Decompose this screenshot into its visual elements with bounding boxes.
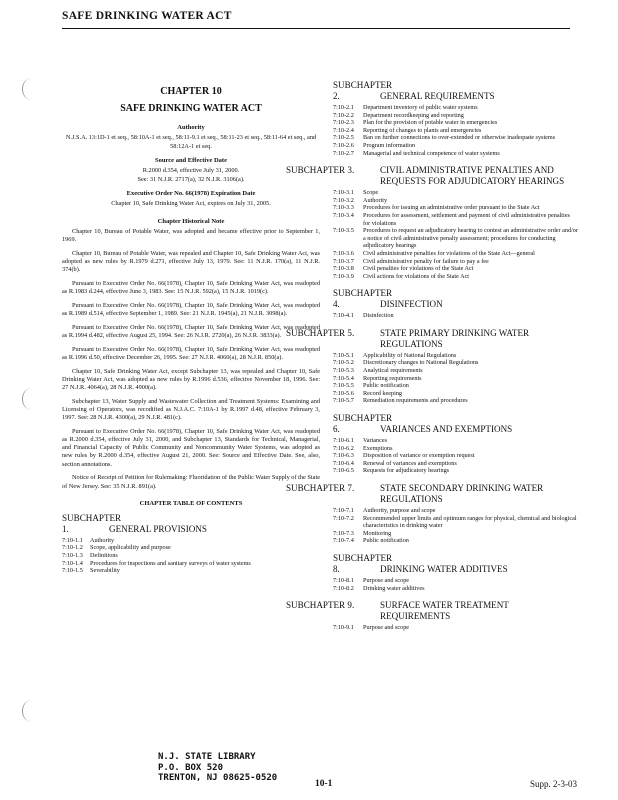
toc-entry-title: Renewal of variances and exemptions [363, 459, 457, 467]
subchapter-title: VARIANCES AND EXEMPTIONS [380, 424, 513, 435]
toc-entry-title: Procedures for issuing an administrative order pursuant to the State Act [363, 204, 540, 212]
toc-entry-title: Plan for the provision of potable water in emergencies [363, 119, 498, 127]
toc-entry-title: Reporting requirements [363, 374, 422, 382]
toc-entry-title: Disinfection [363, 312, 394, 320]
subchapter-heading [333, 413, 578, 435]
subchapter-number: SUBCHAPTER 4. [333, 288, 393, 310]
toc-entry-title: Department inventory of public water systems [363, 104, 478, 111]
subchapter-number: SUBCHAPTER 5. [286, 327, 355, 338]
punch-hole-mark [22, 78, 41, 100]
subchapter-title: CIVIL ADMINISTRATIVE PENALTIES AND REQUESTS FOR ADJUDICATORY HEARINGS [380, 165, 565, 187]
toc-entry [62, 537, 320, 545]
history-paragraph: Chapter 10, Bureau of Potable Water, was repealed and Chapter 10, Safe Drinking Water Act, was adopted as new rules by R.1979 d.271, effective July 13, 1979. See: 11 N.J.R. 170(a), 11 N.J.R. 374(b). [62, 249, 320, 274]
toc-entry-number: 7:10-5.1 [333, 351, 354, 359]
subchapter-number: SUBCHAPTER 9. [286, 600, 355, 611]
toc-entry [333, 515, 578, 530]
chapter-title: SAFE DRINKING WATER ACT [120, 103, 262, 114]
toc-entry-title: Recommended upper limits and optimum ranges for physical, chemical and biological characteristics in drinking water [363, 514, 577, 530]
toc-entry [333, 119, 578, 127]
toc-entries [333, 577, 578, 592]
toc-entry [333, 212, 578, 227]
toc-entry [62, 560, 320, 568]
toc-entry-title: Remediation requirements and procedures [363, 397, 468, 405]
toc-entry-number: 7:10-8.1 [333, 576, 354, 584]
toc-entry-number: 7:10-3.2 [333, 196, 354, 204]
toc-entries [333, 189, 578, 280]
history-paragraph: Pursuant to Executive Order No. 66(1978), Chapter 10, Safe Drinking Water Act, was readopted as R.1996 d.50, effective December 26, 1995. See: 27 N.J.R. 4060(a), 28 N.J.R. 850(a). [62, 345, 320, 361]
authority-heading: Authority [177, 124, 205, 131]
source-line: R.2000 d.354, effective July 31, 2000. [142, 167, 240, 175]
toc-entry-number: 7:10-5.4 [333, 374, 354, 382]
toc-entry [333, 227, 578, 250]
history-paragraph: Pursuant to Executive Order No. 66(1978), Chapter 10, Safe Drinking Water Act, was readopted as R.1983 d.244, effective June 3, 1983. See: 15 N.J.R. 592(a), 15 N.J.R. 1019(c). [62, 279, 320, 296]
toc-entry-number: 7:10-5.5 [333, 382, 354, 390]
history-paragraph: Pursuant to Executive Order No. 66(1978), Chapter 10, Safe Drinking Water Act, was readopted as R.2000 d.354, effective July 31, 2000, and Subchapter 13, Standards for Technical, Managerial, and Financial Capacity of Public Community and Noncommunity Water Systems, was adopted as new rules by R.2000 d.354, effective August 21, 2000. See: Source and Effective Date. See, also, section annotations. [62, 427, 320, 468]
history-paragraph: Subchapter 13, Water Supply and Wastewater Collection and Treatment Systems: Examining and Licensing of Operators, was recodified as N.J.A.C. 7:10A-1 by R.1997 d.48, effective February 3, 1997. See: 28 N.J.R. 4300(a), 29 N.J.R. 481(c). [62, 397, 320, 422]
toc-entry [333, 142, 578, 150]
subchapter-number: SUBCHAPTER 1. [62, 512, 122, 534]
subchapter-title: STATE PRIMARY DRINKING WATER REGULATIONS [380, 327, 530, 349]
subchapter-number: SUBCHAPTER 6. [333, 413, 393, 435]
toc-entry [333, 104, 578, 112]
toc-entry-title: Authority [363, 196, 388, 204]
toc-entry-title: Authority [90, 536, 115, 544]
toc-entry [333, 577, 578, 585]
punch-hole-mark [22, 388, 41, 410]
toc-entry-title: Civil actions for violations of the State Act [363, 272, 470, 280]
toc-entry-number: 7:10-7.3 [333, 529, 354, 537]
toc-entry-number: 7:10-2.6 [333, 141, 354, 149]
right-column [286, 80, 578, 640]
toc-entry-title: Civil penalties for violations of the State Act [363, 265, 474, 273]
toc-entry-number: 7:10-2.4 [333, 126, 354, 134]
toc-entry-title: Procedures to request an adjudicatory hearing to contest an administrative order and/or a notice of civil administrative penalty assessment; procedures for conducting adjudicatory hearings [363, 227, 578, 250]
toc-entries [333, 352, 578, 405]
toc-entry-number: 7:10-3.5 [333, 227, 354, 235]
toc-entry-title: Record keeping [363, 389, 403, 397]
toc-entry-number: 7:10-3.6 [333, 249, 354, 257]
toc-entry [333, 382, 578, 390]
toc-entry-title: Analytical requirements [363, 367, 423, 375]
toc-entry-title: Reporting of changes to plants and emergencies [363, 126, 482, 134]
toc-entry-number: 7:10-5.2 [333, 359, 354, 367]
toc-entries [333, 624, 578, 632]
subchapter-heading [333, 288, 578, 310]
toc-entry [333, 265, 578, 273]
toc-entry [333, 112, 578, 120]
toc-entry-number: 7:10-2.2 [333, 111, 354, 119]
toc-entry-title: Procedures for assessment, settlement and payment of civil administrative penalties for violations [363, 211, 570, 227]
stamp-line: P.O. BOX 520 [158, 762, 224, 773]
toc-entry-title: Department recordkeeping and reporting [363, 111, 464, 119]
supplement-date: Supp. 2-3-03 [530, 779, 577, 789]
library-stamp [158, 752, 277, 784]
toc-entry [333, 150, 578, 158]
toc-entries [333, 104, 578, 157]
history-paragraph: Pursuant to Executive Order No. 66(1978), Chapter 10, Safe Drinking Water Act, was readopted as R.1994 d.482, effective August 25, 1994. See: 26 N.J.R. 2720(a), 26 N.J.R. 3833(a). [62, 323, 320, 339]
subchapter-heading [286, 165, 578, 187]
toc-entry-title: Civil administrative penalty for failure to pay a fee [363, 257, 489, 265]
subchapter-heading [286, 483, 578, 505]
toc-entry-number: 7:10-7.2 [333, 514, 354, 522]
toc-entry-title: Ban on further connections to over-extended or otherwise inadequate systems [363, 134, 556, 142]
subchapter-number: SUBCHAPTER 7. [286, 483, 355, 493]
toc-entry [333, 359, 578, 367]
toc-entry-number: 7:10-3.3 [333, 204, 354, 212]
subchapter-heading [62, 513, 320, 535]
page-number: 10-1 [315, 779, 333, 789]
history-paragraph: Notice of Receipt of Petition for Rulemaking: Fluoridation of the Public Water Supply of the State of New Jersey. See: 35 N.J.R. 891(a). [62, 474, 320, 490]
toc-entry-number: 7:10-2.7 [333, 149, 354, 157]
toc-entry [333, 273, 578, 281]
toc-entry [62, 544, 320, 552]
toc-entry-title: Purpose and scope [363, 576, 410, 584]
expiration-text: Chapter 10, Safe Drinking Water Act, expires on July 31, 2005. [111, 200, 271, 208]
toc-entry [333, 258, 578, 266]
running-header: SAFE DRINKING WATER ACT [62, 10, 232, 22]
toc-entry-number: 7:10-6.2 [333, 444, 354, 452]
toc-entry [333, 134, 578, 142]
header-rule [62, 28, 570, 29]
subchapter-number: SUBCHAPTER 2. [333, 80, 393, 101]
toc-entry-title: Program information [363, 141, 416, 149]
toc-entry-title: Monitoring [363, 529, 392, 537]
toc-entry [333, 585, 578, 593]
toc-entry-title: Scope, applicability and purpose [90, 544, 171, 552]
toc-entry-number: 7:10-1.5 [62, 567, 83, 575]
toc-entries [333, 507, 578, 545]
toc-entries [62, 537, 320, 575]
toc-entry-title: Procedures for inspections and sanitary surveys of water systems [90, 559, 251, 567]
toc-entry [333, 452, 578, 460]
toc-entry-title: Requests for adjudicatory hearings [363, 467, 450, 475]
toc-entry-number: 7:10-7.4 [333, 537, 354, 545]
toc-entry-number: 7:10-5.6 [333, 389, 354, 397]
toc-entry-number: 7:10-2.3 [333, 119, 354, 127]
subchapter-title: STATE SECONDARY DRINKING WATER REGULATIONS [380, 483, 544, 504]
toc-entry [333, 460, 578, 468]
toc-entry-number: 7:10-8.2 [333, 584, 354, 592]
stamp-line: TRENTON, NJ 08625-0520 [158, 773, 278, 783]
toc-entry [333, 467, 578, 475]
history-heading: Chapter Historical Note [157, 217, 225, 225]
toc-entry-number: 7:10-9.1 [333, 624, 354, 632]
subchapter-title: GENERAL REQUIREMENTS [380, 91, 495, 101]
authority-text: N.J.S.A. 13:1D-1 et seq., 58:10A-1 et seq., 58:11-9.1 et seq., 58:11-23 et seq., 58:11-64 et seq., and 58:12A-1 et seq. [65, 134, 317, 150]
toc-entry [333, 507, 578, 515]
subchapter-number: SUBCHAPTER 8. [333, 552, 393, 574]
toc-entry-number: 7:10-6.5 [333, 467, 354, 475]
toc-entry [62, 567, 320, 575]
toc-entry [333, 127, 578, 135]
expiration-heading: Executive Order No. 66(1978) Expiration Date [126, 190, 256, 198]
subchapter-title: GENERAL PROVISIONS [109, 523, 207, 534]
toc-entry-title: Drinking water additives [363, 584, 425, 592]
chapter-label: CHAPTER 10 [160, 86, 222, 97]
toc-entry-title: Applicability of National Regulations [363, 351, 457, 359]
subchapter-title: DRINKING WATER ADDITIVES [380, 563, 508, 574]
toc-entry [333, 197, 578, 205]
toc-entry [333, 437, 578, 445]
toc-entry-title: Severability [90, 567, 120, 575]
toc-entry-number: 7:10-2.5 [333, 134, 354, 142]
toc-entry-title: Discretionary changes to National Regulations [363, 359, 479, 367]
toc-entries [333, 437, 578, 475]
toc-title: CHAPTER TABLE OF CONTENTS [139, 499, 243, 507]
source-heading: Source and Effective Date [155, 157, 227, 165]
toc-entry-number: 7:10-6.3 [333, 452, 354, 460]
toc-entry-number: 7:10-3.9 [333, 272, 354, 280]
toc-entry [333, 352, 578, 360]
toc-entry [333, 204, 578, 212]
toc-entry [62, 552, 320, 560]
toc-entry-title: Definitions [90, 551, 118, 559]
toc-entry-number: 7:10-4.1 [333, 312, 354, 320]
toc-entry [333, 537, 578, 545]
source-text [62, 167, 320, 184]
toc-entry-title: Purpose and scope [363, 624, 410, 632]
subchapter-number: SUBCHAPTER 3. [286, 165, 355, 176]
toc-entry [333, 530, 578, 538]
subchapter-title: DISINFECTION [380, 299, 443, 310]
toc-entry-title: Civil administrative penalties for violations of the State Act—general [363, 249, 535, 257]
toc-entry-number: 7:10-3.4 [333, 211, 354, 219]
toc-entry [333, 397, 578, 405]
toc-entry-title: Managerial and technical competence of water systems [363, 149, 500, 157]
toc-entry-number: 7:10-1.1 [62, 536, 83, 544]
subchapter-title: SURFACE WATER TREATMENT REQUIREMENTS [380, 600, 509, 622]
toc-entry [333, 390, 578, 398]
history-paragraph: Pursuant to Executive Order No. 66(1978), Chapter 10, Safe Drinking Water Act, was readopted as R.1989 d.514, effective September 1, 1989. See: 21 N.J.R. 1945(a), 21 N.J.R. 3098(a). [62, 301, 320, 318]
toc-entry [333, 445, 578, 453]
left-column [62, 84, 320, 583]
toc-entry-number: 7:10-2.1 [333, 104, 354, 111]
toc-entry-title: Public notification [363, 382, 409, 390]
toc-entry-number: 7:10-5.7 [333, 397, 354, 405]
toc-entry-number: 7:10-7.1 [333, 507, 354, 514]
toc-entry [333, 189, 578, 197]
toc-entries [333, 312, 578, 320]
subchapter-heading [286, 600, 578, 622]
toc-entry-number: 7:10-5.3 [333, 367, 354, 375]
toc-entry-title: Disposition of variance or exemption request [363, 452, 475, 460]
toc-entry-number: 7:10-1.4 [62, 559, 83, 567]
toc-entry-number: 7:10-6.4 [333, 459, 354, 467]
toc-entry-title: Public notification [363, 537, 409, 545]
toc-entry-title: Variances [363, 437, 388, 445]
toc-entry-number: 7:10-3.7 [333, 257, 354, 265]
stamp-line: N.J. STATE LIBRARY [158, 752, 256, 762]
toc-entry-number: 7:10-1.3 [62, 551, 83, 559]
toc-entry-number: 7:10-3.1 [333, 189, 354, 197]
toc-entry [333, 250, 578, 258]
punch-hole-mark [22, 700, 41, 722]
toc-entry-title: Scope [363, 189, 379, 197]
subchapter-heading [286, 327, 578, 350]
toc-entry [333, 367, 578, 375]
toc-entry-number: 7:10-1.2 [62, 544, 83, 552]
toc-entry [333, 624, 578, 632]
toc-entry [333, 375, 578, 383]
history-paragraph: Chapter 10, Bureau of Potable Water, was adopted and became effective prior to September 1, 1969. [62, 227, 320, 244]
source-line: See: 31 N.J.R. 2717(a), 32 N.J.R. 3106(a). [137, 175, 245, 183]
toc-entry-title: Exemptions [363, 444, 393, 452]
subchapter-heading [333, 553, 578, 575]
toc-entry-number: 7:10-3.8 [333, 265, 354, 273]
toc-entry-number: 7:10-6.1 [333, 437, 354, 445]
subchapter-heading [333, 80, 578, 102]
toc-entry-title: Authority, purpose and scope [363, 507, 436, 514]
toc-entry [333, 312, 578, 320]
history-paragraph: Chapter 10, Safe Drinking Water Act, except Subchapter 13, was repealed and Chapter 10, Safe Drinking Water Act, was adopted as new rules by R.1996 d.536, effective November 18, 1996. See: 27 N.J.R. 4064(a), 28 N.J.R. 4900(a). [62, 367, 320, 392]
